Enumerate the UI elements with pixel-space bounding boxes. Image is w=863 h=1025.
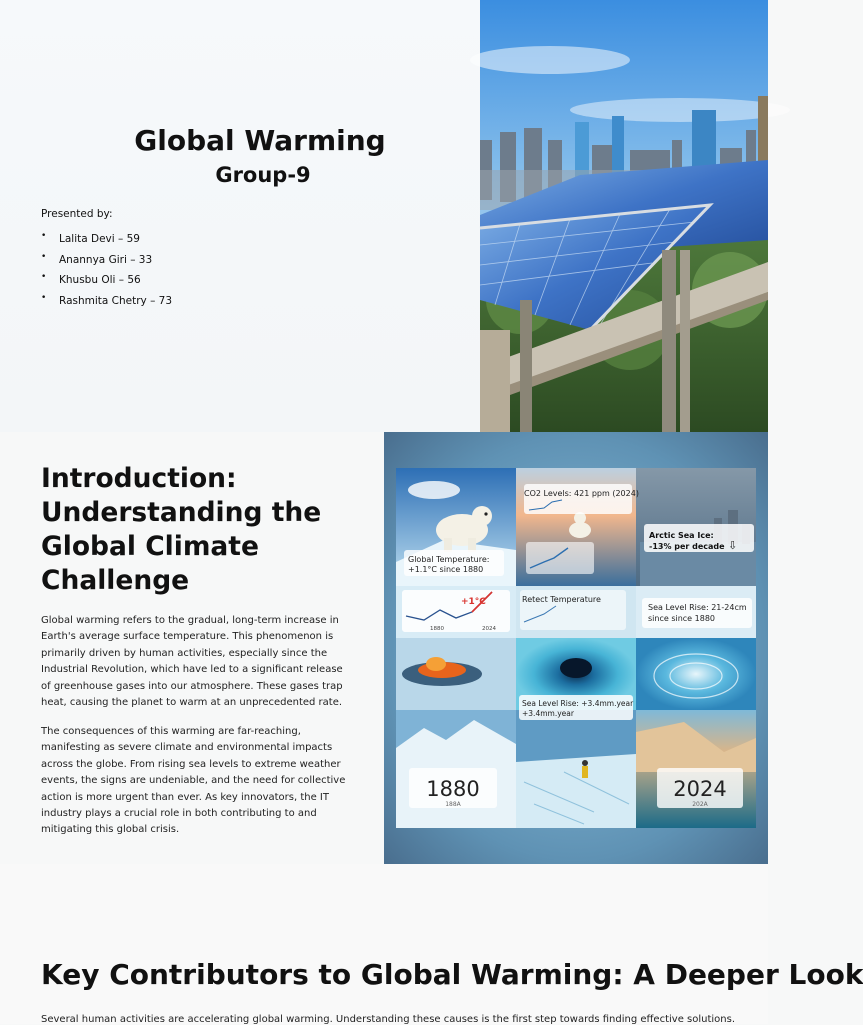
collage-graph-end: 2024 [482, 626, 496, 632]
collage-year-right: 2024 [673, 777, 727, 801]
presented-by-label: Presented by: [41, 208, 113, 220]
introduction-slide [0, 432, 768, 864]
collage-retect-label: Retect Temperature [522, 595, 601, 604]
list-item: • Lalita Devi – 59 [41, 231, 140, 245]
collage-sea-mm-label: Sea Level Rise: +3.4mm.year [522, 699, 634, 708]
list-item: • Anannya Giri – 33 [41, 251, 153, 266]
bullet-icon: • [41, 231, 47, 241]
cover-title: Global Warming [134, 124, 386, 157]
contributors-slide [0, 864, 863, 1025]
contributors-title: Key Contributors to Global Warming: A Deeper Look [41, 958, 863, 991]
collage-graph-start: 1880 [430, 626, 444, 632]
collage-arctic-value: -13% per decade [649, 542, 725, 551]
collage-global-temp-value: +1.1°C since 1880 [408, 565, 484, 574]
bullet-icon: • [41, 292, 47, 303]
collage-sea-mm-value: +3.4mm.year [522, 709, 574, 718]
cover-subtitle: Group-9 [215, 163, 311, 187]
bullet-icon: • [41, 272, 47, 282]
member-list [41, 233, 172, 315]
cover-slide [0, 0, 768, 432]
collage-arctic-label: Arctic Sea Ice: [649, 531, 714, 540]
list-item: • Rashmita Chetry – 73 [41, 292, 173, 307]
collage-year-left: 1880 [426, 777, 480, 801]
bullet-icon: • [41, 251, 47, 262]
intro-paragraph-1: Global warming refers to the gradual, long-term increase in Earth's average surface temperature. This phenomenon is primarily driven by human activities, especially since the Industrial Revolution, which have led to a significant release of greenhouse gases into our atmosphere. These gases trap heat, causing the planet to warm at an unprecedented rate. [41, 615, 343, 709]
solar-panels-city-photo [480, 0, 768, 432]
collage-co2-label: CO2 Levels: 421 ppm (2024) [524, 489, 639, 498]
arrow-down-icon: ⇩ [728, 539, 738, 552]
list-item: • Khusbu Oli – 56 [41, 272, 141, 286]
collage-plus-one-label: +1°C [461, 597, 486, 607]
collage-sea-level-label: Sea Level Rise: 21-24cm [648, 603, 747, 612]
contributors-paragraph: Several human activities are accelerating global warming. Understanding these causes is the first step towards finding effective solutions. [41, 1014, 736, 1025]
climate-infographic-collage [384, 432, 768, 864]
intro-title: Introduction: Understanding the Global Climate Challenge [41, 463, 322, 596]
collage-year-left-sub: 188A [445, 801, 461, 808]
collage-sea-level-value: since since 1880 [648, 614, 716, 623]
intro-paragraph-2: The consequences of this warming are far-reaching, manifesting as severe climate and environmental impacts across the globe. From rising sea levels to extreme weather events, the signs are undeniable, and the need for collective action is more urgent than ever. As key innovators, the IT industry plays a crucial role in both contributing to and mitigating this global crisis. [41, 726, 346, 836]
collage-year-right-sub: 202A [692, 801, 708, 808]
collage-global-temp-label: Global Temperature: [408, 555, 490, 564]
